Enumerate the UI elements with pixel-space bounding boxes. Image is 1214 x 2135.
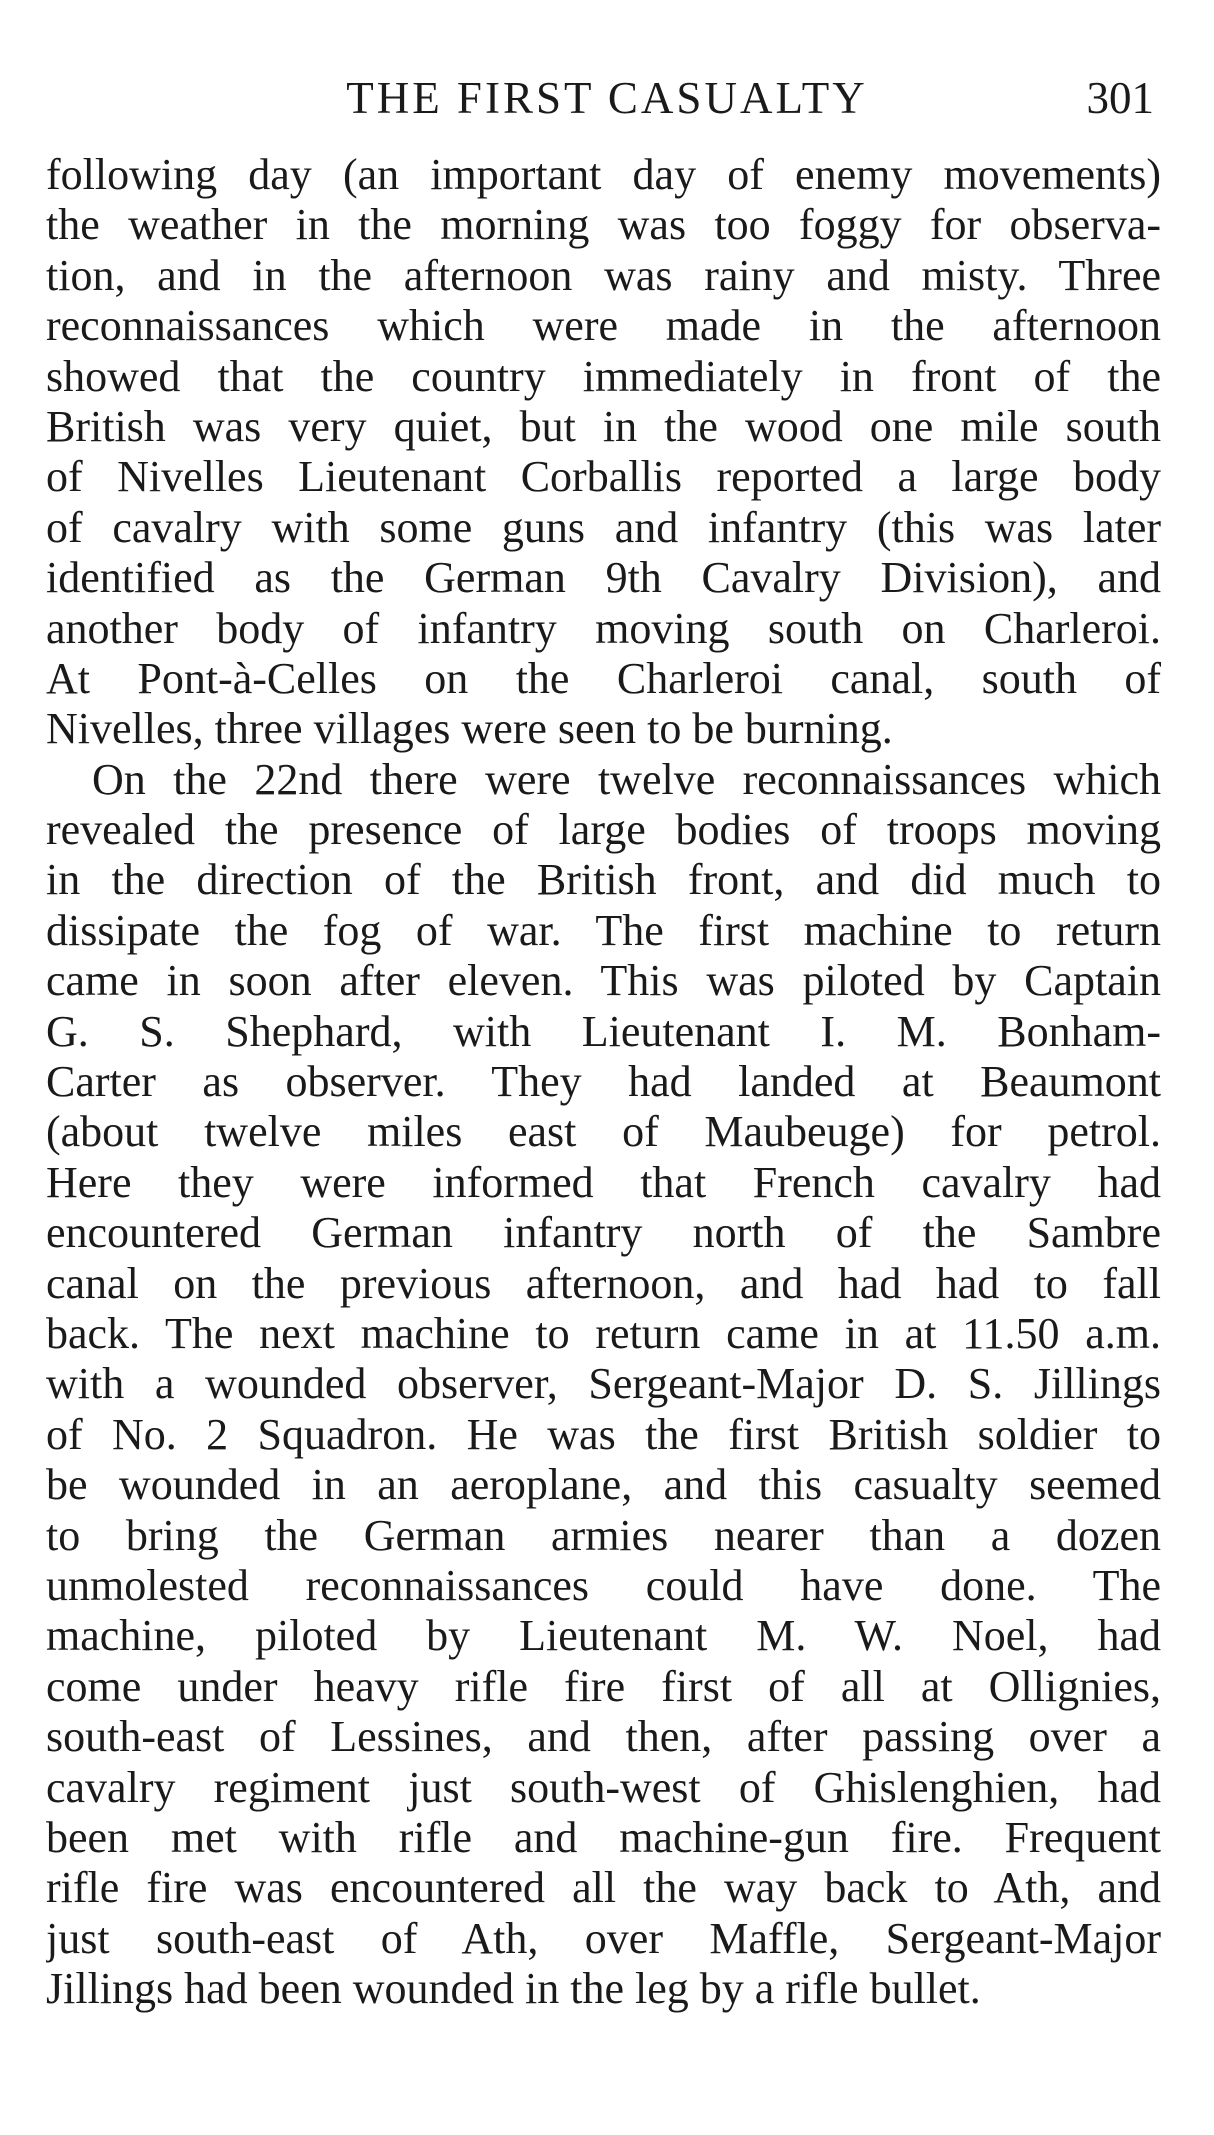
text-line: of Nivelles Lieutenant Corballis reported a large body xyxy=(46,452,1161,502)
text-line: the weather in the morning was too foggy for observa- xyxy=(46,200,1161,250)
text-line: Nivelles, three villages were seen to be burning. xyxy=(46,704,893,754)
text-line: Here they were informed that French cavalry had xyxy=(46,1157,1161,1207)
text-line: Jillings had been wounded in the leg by a rifle bullet. xyxy=(46,1964,981,2014)
text-line: to bring the German armies nearer than a dozen xyxy=(46,1510,1161,1560)
text-line: south-east of Lessines, and then, after passing over a xyxy=(46,1712,1161,1762)
text-line: (about twelve miles east of Maubeuge) for petrol. xyxy=(46,1107,1161,1157)
text-line: back. The next machine to return came in at 11.50 a.m. xyxy=(46,1308,1161,1358)
text-line: of No. 2 Squadron. He was the first British soldier to xyxy=(46,1409,1161,1459)
page-number: 301 xyxy=(1086,73,1154,123)
running-title: THE FIRST CASUALTY xyxy=(346,73,868,123)
text-line: been met with rifle and machine-gun fire. Frequent xyxy=(46,1812,1161,1862)
paragraph-1 xyxy=(46,150,1161,755)
text-line: following day (an important day of enemy movements) xyxy=(46,150,1161,199)
text-line: tion, and in the afternoon was rainy and misty. Three xyxy=(46,250,1161,300)
text-line: rifle fire was encountered all the way back to Ath, and xyxy=(46,1863,1161,1913)
text-line: dissipate the fog of war. The first machine to return xyxy=(46,905,1161,955)
text-line: just south-east of Ath, over Maffle, Sergeant-Major xyxy=(46,1913,1161,1963)
text-line: come under heavy rifle fire first of all at Ollignies, xyxy=(46,1661,1161,1711)
text-line: reconnaissances which were made in the afternoon xyxy=(46,301,1161,351)
text-line: identified as the German 9th Cavalry Division), and xyxy=(46,553,1161,603)
text-line: Carter as observer. They had landed at Beaumont xyxy=(46,1057,1161,1107)
running-head xyxy=(0,68,1214,128)
text-line: with a wounded observer, Sergeant-Major D. S. Jillings xyxy=(46,1359,1161,1409)
text-line: machine, piloted by Lieutenant M. W. Noel, had xyxy=(46,1611,1161,1661)
paragraph-2 xyxy=(46,755,1161,2015)
text-line: G. S. Shephard, with Lieutenant I. M. Bonham- xyxy=(46,1006,1161,1056)
text-line: in the direction of the British front, and did much to xyxy=(46,855,1161,905)
text-line: revealed the presence of large bodies of troops moving xyxy=(46,805,1161,855)
text-line: showed that the country immediately in front of the xyxy=(46,351,1161,401)
text-line: be wounded in an aeroplane, and this casualty seemed xyxy=(46,1460,1161,1510)
text-line: unmolested reconnaissances could have done. The xyxy=(46,1560,1161,1610)
body-text xyxy=(46,150,1161,2014)
text-line: came in soon after eleven. This was piloted by Captain xyxy=(46,956,1161,1006)
text-line: canal on the previous afternoon, and had had to fall xyxy=(46,1258,1161,1308)
text-line: encountered German infantry north of the Sambre xyxy=(46,1208,1161,1258)
text-line: At Pont-à-Celles on the Charleroi canal, south of xyxy=(46,653,1161,703)
text-line: of cavalry with some guns and infantry (this was later xyxy=(46,502,1161,552)
text-line: On the 22nd there were twelve reconnaissances which xyxy=(92,754,1161,804)
text-line: cavalry regiment just south-west of Ghislenghien, had xyxy=(46,1762,1161,1812)
text-line: British was very quiet, but in the wood one mile south xyxy=(46,401,1161,451)
text-line: another body of infantry moving south on Charleroi. xyxy=(46,603,1161,653)
